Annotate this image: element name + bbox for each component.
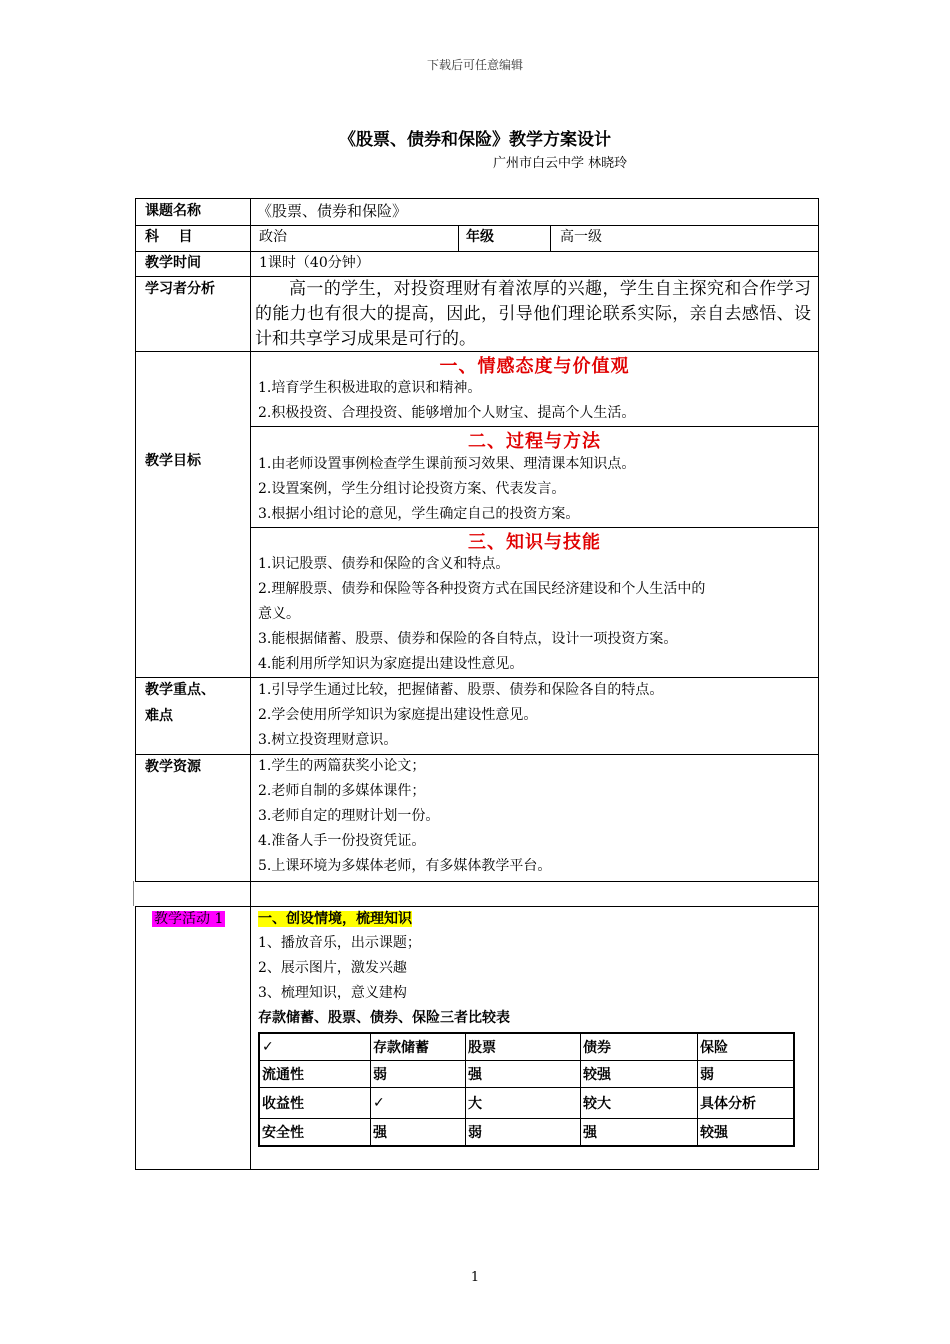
- subject-label: 科 目: [145, 229, 193, 245]
- table-row: [259, 1119, 794, 1147]
- header-note: 下载后可任意编辑: [426, 58, 523, 72]
- goal-item: 2.设置案例，学生分组讨论投资方案、代表发言。: [258, 481, 566, 497]
- goal-item: 4.能利用所学知识为家庭提出建设性意见。: [258, 656, 524, 672]
- goal-item: 2.积极投资、合理投资、能够增加个人财宝、提高个人生活。: [258, 405, 636, 421]
- comparison-table-title: 存款储蓄、股票、债券、保险三者比较表: [258, 1010, 510, 1026]
- table-cell: 较强: [581, 1061, 698, 1088]
- key-points-label-2: 难点: [145, 708, 173, 724]
- activity-label-text: 教学活动 1: [154, 911, 224, 927]
- table-cell: 存款储蓄: [371, 1033, 466, 1061]
- resource-item: 1.学生的两篇获奖小论文；: [258, 758, 426, 774]
- course-name-label: 课题名称: [145, 203, 201, 219]
- goal-item: 3.能根据储蓄、股票、债券和保险的各自特点，设计一项投资方案。: [258, 631, 678, 647]
- table-row: [259, 1033, 794, 1061]
- page-number: 1: [470, 1270, 480, 1285]
- goal-item: 1.识记股票、债券和保险的含义和特点。: [258, 556, 510, 572]
- comparison-table: [258, 1032, 795, 1147]
- goal-item: 意义。: [258, 606, 300, 622]
- table-cell: 弱: [698, 1061, 795, 1088]
- learner-analysis-text: 高一的学生，对投资理财有着浓厚的兴趣，学生自主探究和合作学习的能力也有很大的提高，因此，引导他们理论联系实际，亲自去感悟、设计和共享学习成果是可行的。: [255, 279, 811, 349]
- goal-section-heading-knowledge: 三、知识与技能: [468, 532, 601, 553]
- grade-label: 年级: [466, 229, 494, 245]
- table-row: [259, 1088, 794, 1119]
- goals-label: 教学目标: [145, 453, 201, 469]
- resource-item: 5.上课环境为多媒体老师，有多媒体教学平台。: [258, 858, 552, 874]
- table-cell: ✓: [371, 1088, 466, 1119]
- table-cell: 安全性: [259, 1119, 371, 1147]
- resource-item: 2.老师自制的多媒体课件；: [258, 783, 426, 799]
- key-point-item: 2.学会使用所学知识为家庭提出建设性意见。: [258, 707, 538, 723]
- teaching-time-value: 1课时（40分钟）: [259, 255, 370, 271]
- course-name-value: 《股票、债券和保险》: [257, 202, 408, 220]
- table-cell: 具体分析: [698, 1088, 795, 1119]
- table-cell: ✓: [259, 1033, 371, 1061]
- table-cell: 保险: [698, 1033, 795, 1061]
- table-cell: 较强: [698, 1119, 795, 1147]
- goal-section-heading-process: 二、过程与方法: [468, 431, 601, 452]
- table-row: [259, 1061, 794, 1088]
- goal-item: 3.根据小组讨论的意见，学生确定自己的投资方案。: [258, 506, 580, 522]
- key-point-item: 3.树立投资理财意识。: [258, 732, 398, 748]
- learner-analysis-label: 学习者分析: [145, 281, 215, 297]
- key-points-label: 教学重点、: [145, 682, 215, 698]
- goal-item: 2.理解股票、债券和保险等各种投资方式在国民经济建设和个人生活中的: [258, 581, 706, 597]
- table-cell: 流通性: [259, 1061, 371, 1088]
- resource-item: 4.准备人手一份投资凭证。: [258, 833, 426, 849]
- activity-heading: [258, 907, 412, 932]
- goal-section-heading-attitude: 一、情感态度与价值观: [439, 356, 630, 377]
- activity-item: 3、梳理知识，意义建构: [258, 985, 407, 1001]
- table-cell: 较大: [581, 1088, 698, 1119]
- goal-item: 1.由老师设置事例检查学生课前预习效果、理清课本知识点。: [258, 456, 636, 472]
- resource-item: 3.老师自定的理财计划一份。: [258, 808, 440, 824]
- activity-item: 2、展示图片，激发兴趣: [258, 960, 407, 976]
- table-cell: 强: [581, 1119, 698, 1147]
- activity-heading-text: 一、创设情境，梳理知识: [258, 911, 412, 927]
- document-title: 《股票、债券和保险》教学方案设计: [339, 130, 611, 150]
- grade-value: 高一级: [560, 229, 602, 245]
- table-cell: 强: [371, 1119, 466, 1147]
- subject-value: 政治: [259, 229, 287, 245]
- table-cell: 弱: [371, 1061, 466, 1088]
- table-cell: 强: [466, 1061, 581, 1088]
- author-line: 广州市白云中学 林晓玲: [493, 156, 628, 171]
- activity-item: 1、播放音乐，出示课题；: [258, 935, 421, 951]
- lesson-plan-table: [135, 198, 819, 1170]
- table-cell: 债券: [581, 1033, 698, 1061]
- table-cell: 弱: [466, 1119, 581, 1147]
- table-cell: 股票: [466, 1033, 581, 1061]
- table-cell: 大: [466, 1088, 581, 1119]
- key-point-item: 1.引导学生通过比较，把握储蓄、股票、债券和保险各自的特点。: [258, 682, 664, 698]
- activity-label: [152, 907, 225, 932]
- teaching-time-label: 教学时间: [145, 255, 201, 271]
- resources-label: 教学资源: [145, 759, 201, 775]
- goal-item: 1.培育学生积极进取的意识和精神。: [258, 380, 482, 396]
- table-cell: 收益性: [259, 1088, 371, 1119]
